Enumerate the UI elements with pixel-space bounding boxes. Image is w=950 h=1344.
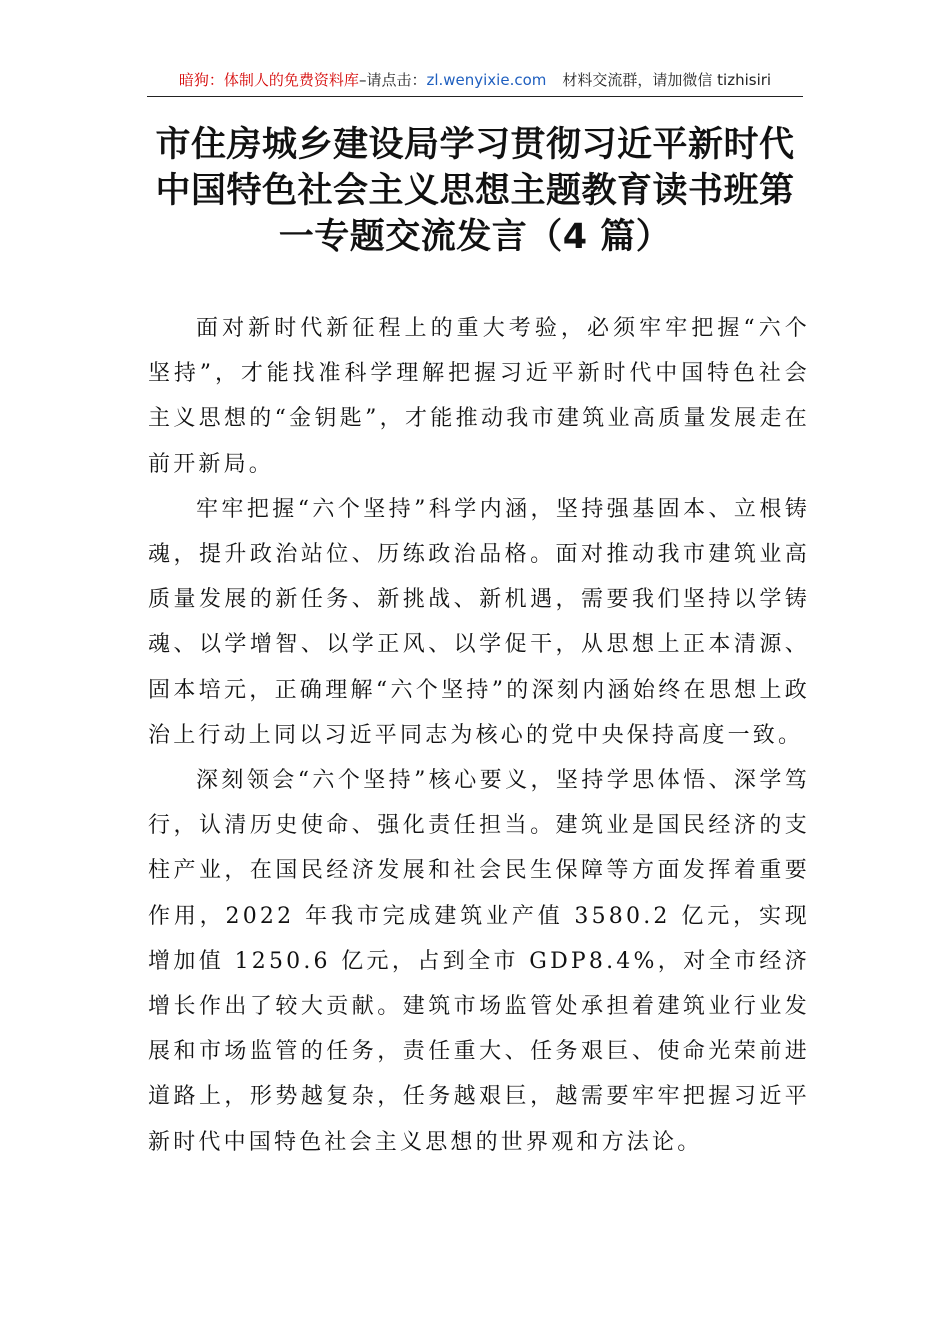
header-click-prefix: –请点击： xyxy=(358,71,427,89)
document-title xyxy=(130,122,820,260)
body-paragraph: 面对新时代新征程上的重大考验，必须牢牢把握“六个坚持”，才能找准科学理解把握习近平新时代中国特色社会主义思想的“金钥匙”，才能推动我市建筑业高质量发展走在前开新局。 xyxy=(148,316,810,477)
title-line: 一专题交流发言（4 篇） xyxy=(278,217,672,257)
body-paragraph: 牢牢把握“六个坚持”科学内涵，坚持强基固本、立根铸魂，提升政治站位、历练政治品格。面对推动我市建筑业高质量发展的新任务、新挑战、新机遇，需要我们坚持以学铸魂、以学增智、以学正风、以学促干，从思想上正本清源、固本培元，正确理解“六个坚持”的深刻内涵始终在思想上政治上行动上同以习近平同志为核心的党中央保持高度一致。 xyxy=(148,496,810,748)
header-wechat-note: 材料交流群，请加微信 tizhisiri xyxy=(562,71,772,89)
body-paragraph: 深刻领会“六个坚持”核心要义，坚持学思体悟、深学笃行，认清历史使命、强化责任担当。建筑业是国民经济的支柱产业，在国民经济发展和社会民生保障等方面发挥着重要作用，2022 年我市完成建筑业产值 3580.2 亿元，实现增加值 1250.6 亿元，占到全市 GDP8.4%，对全市经济增长作出了较大贡献。建筑市场监管处承担着建筑业行业发展和市场监管的任务，责任重大、任务艰巨、使命光荣前进道路上，形势越复杂，任务越艰巨，越需要牢牢把握习近平新时代中国特色社会主义思想的世界观和方法论。 xyxy=(148,768,810,1155)
page-header xyxy=(147,66,803,97)
title-line: 市住房城乡建设局学习贯彻习近平新时代 xyxy=(155,125,795,165)
header-brand: 暗狗：体制人的免费资料库 xyxy=(178,71,359,89)
document-body xyxy=(148,306,810,1165)
header-url-link[interactable]: zl.wenyixie.com xyxy=(426,71,547,89)
title-line: 中国特色社会主义思想主题教育读书班第 xyxy=(155,171,795,211)
